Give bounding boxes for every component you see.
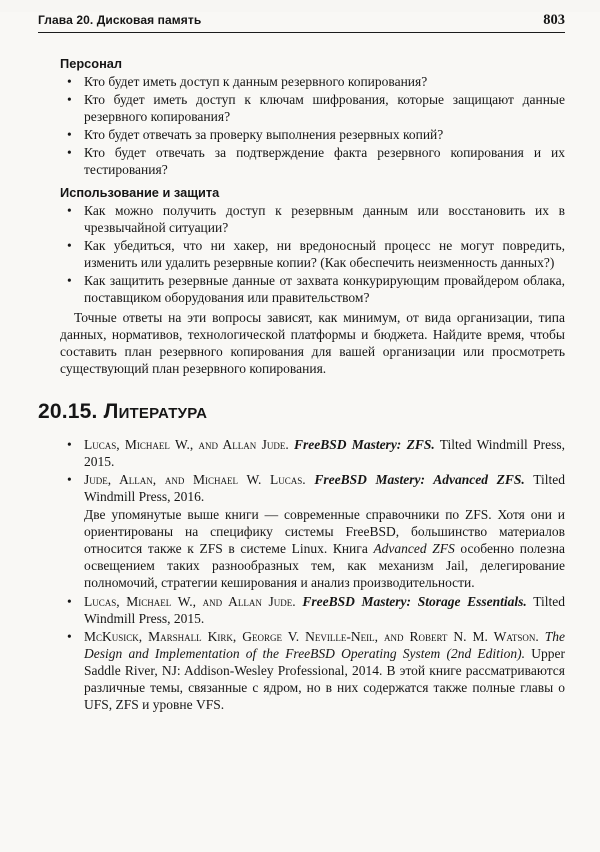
chapter-title: Глава 20. Дисковая память bbox=[38, 13, 202, 27]
bullet-item: • Как можно получить доступ к резервным данным или восстановить их в чрезвычайной ситуации? bbox=[60, 202, 565, 236]
personnel-list bbox=[60, 73, 565, 178]
section-title: Литература bbox=[103, 400, 208, 423]
literature-list bbox=[60, 436, 565, 713]
closing-paragraph: Точные ответы на эти вопросы зависят, как минимум, от вида организации, типа данных, нормативов, технологической платформы и бюджета. Найдите время, чтобы составить план резервного копирования для вашей организации или просмотреть существующий план резервного копирования. bbox=[60, 310, 565, 376]
page-number: 803 bbox=[543, 12, 565, 28]
page-header bbox=[38, 12, 565, 29]
reference-item: • Jude, Allan, and Michael W. Lucas. FreeBSD Mastery: Advanced ZFS. Tilted Windmill Press, 2016. bbox=[60, 471, 565, 505]
reference-item: • Lucas, Michael W., and Allan Jude. FreeBSD Mastery: Storage Essentials. Tilted Windmill Press, 2015. bbox=[60, 593, 565, 627]
reference-item: • Lucas, Michael W., and Allan Jude. FreeBSD Mastery: ZFS. Tilted Windmill Press, 2015. bbox=[60, 436, 565, 470]
bullet-item: • Кто будет отвечать за проверку выполнения резервных копий? bbox=[60, 126, 565, 143]
usage-list bbox=[60, 202, 565, 306]
personnel-heading: Персонал bbox=[60, 56, 123, 71]
bullet-item: • Кто будет иметь доступ к данным резервного копирования? bbox=[60, 73, 565, 90]
bullet-item: • Как защитить резервные данные от захвата конкурирующим провайдером облака, поставщиком оборудования или правительством? bbox=[60, 272, 565, 306]
bullet-item: • Кто будет отвечать за подтверждение факта резервного копирования и их тестирования? bbox=[60, 144, 565, 178]
section-number: 20.15. bbox=[38, 400, 98, 423]
reference-item: • McKusick, Marshall Kirk, George V. Neville-Neil, and Robert N. M. Watson. The Design and Implementation of the FreeBSD Operating System (2nd Edition). Upper Saddle River, NJ: Addison-Wesley Professional, 2014. В этой книге рассматриваются различные темы, связанные с ядром, но в них содержатся также полные главы о UFS, ZFS и уровне VFS. bbox=[60, 628, 565, 713]
book-page bbox=[0, 12, 600, 852]
header-rule bbox=[38, 32, 565, 33]
usage-heading: Использование и защита bbox=[60, 185, 220, 200]
bullet-item: • Кто будет иметь доступ к ключам шифрования, которые защищают данные резервного копирования? bbox=[60, 91, 565, 125]
section-heading bbox=[38, 400, 565, 423]
note-paragraph: Две упомянутые выше книги — современные справочники по ZFS. Хотя они и ориентированы на специфику системы FreeBSD, большинство материалов относится также к ZFS в системе Linux. Книга Advanced ZFS особенно полезна освещением таких разнообразных тем, как механизм Jail, делегирование полномочий, стратегии кеширования и анализ производительности. bbox=[84, 507, 565, 590]
bullet-item: • Как убедиться, что ни хакер, ни вредоносный процесс не могут повредить, изменить или удалить резервные копии? (Как обеспечить неизменность данных?) bbox=[60, 237, 565, 271]
page-body bbox=[38, 55, 565, 713]
